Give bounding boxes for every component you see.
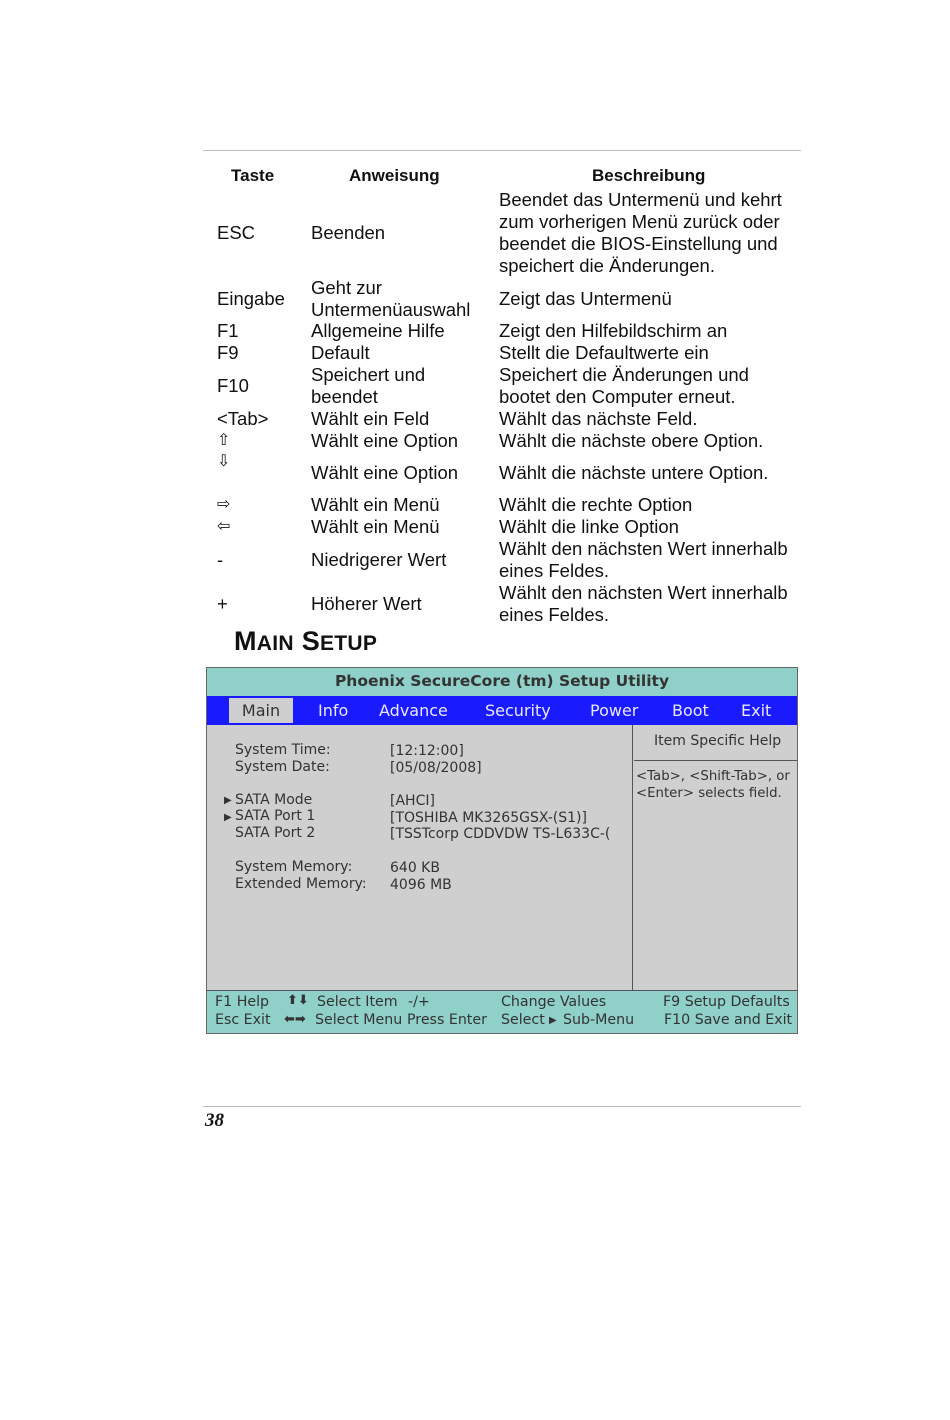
table-cell-instruction: Speichert und beendet [311,364,426,407]
setting-value-extended-memory: 4096 MB [390,877,452,893]
setting-label-system-memory: System Memory: [235,859,353,875]
setting-label-system-time[interactable]: System Time: [235,742,331,758]
footer-sub-menu: Sub-Menu [563,1012,635,1028]
bios-title: Phoenix SecureCore (tm) Setup Utility [207,668,797,696]
table-cell-key: F10 [217,375,249,396]
table-cell-description: Wählt die rechte Option [499,494,693,515]
footer-select-item: Select Item [317,994,398,1010]
table-cell-key: - [217,549,224,570]
table-cell-instruction: Wählt ein Menü [311,494,440,515]
footer-minus-plus: -/+ [408,994,430,1010]
submenu-arrow-icon: ▶ [224,795,232,806]
footer-press-enter: Press Enter [407,1012,487,1028]
help-text-line-1: <Tab>, <Shift-Tab>, or [636,769,790,784]
table-cell-instruction: Höherer Wert [311,593,422,614]
menu-tab-power[interactable]: Power [590,701,639,720]
table-cell-description: Zeigt den Hilfebildschirm an [499,320,728,341]
submenu-arrow-icon: ▶ [549,1015,557,1026]
right-arrow-icon: ⇨ [217,496,231,513]
table-cell-description: Wählt die nächste untere Option. [499,462,769,483]
up-arrow-icon: ⇧ [217,432,231,449]
table-cell-instruction: Wählt eine Option [311,430,459,451]
up-down-arrows-icon: ⬆⬇ [287,993,309,1008]
footer-select: Select [501,1012,545,1028]
table-cell-key: ESC [217,222,256,243]
footer-f9-defaults: F9 Setup Defaults [663,994,790,1010]
left-right-arrows-icon: ⬅➡ [284,1012,306,1027]
footer-esc-exit: Esc Exit [215,1012,271,1028]
table-cell-instruction: Default [311,342,370,363]
table-cell-key: F1 [217,320,239,341]
top-rule [203,150,801,151]
table-cell-description: Wählt die linke Option [499,516,679,537]
table-cell-description: Speichert die Änderungen und bootet den Computer erneut. [499,364,749,407]
header-description: Beschreibung [592,166,706,185]
footer-f10-save-exit: F10 Save and Exit [664,1012,793,1028]
setting-value-sata-port-2[interactable]: [TSSTcorp CDDVDW TS-L633C-( [390,826,611,842]
left-arrow-icon: ⇦ [217,518,231,535]
menu-tab-main[interactable]: Main [229,698,293,723]
table-cell-instruction: Beenden [311,222,386,243]
footer-change-values: Change Values [501,994,607,1010]
table-cell-description: Beendet das Untermenü und kehrt zum vorherigen Menü zurück oder beendet die BIOS-Einstellung und speichert die Änderungen. [499,189,782,276]
bottom-rule [203,1106,801,1107]
help-separator [634,760,797,761]
table-cell-key: + [217,593,228,614]
table-cell-description: Wählt den nächsten Wert innerhalb eines Feldes. [499,538,788,581]
table-cell-key: Eingabe [217,288,285,309]
menu-tab-exit[interactable]: Exit [741,701,772,720]
table-cell-instruction: Wählt eine Option [311,462,459,483]
setting-label-sata-port-1[interactable]: SATA Port 1 [235,808,316,824]
setting-value-system-date[interactable]: [05/08/2008] [390,760,482,776]
table-cell-instruction: Wählt ein Feld [311,408,430,429]
setting-value-sata-mode[interactable]: [AHCI] [390,793,435,809]
table-cell-instruction: Geht zur Untermenüauswahl [311,277,471,320]
help-title: Item Specific Help [654,733,782,749]
bios-footer [207,991,797,1033]
down-arrow-icon: ⇩ [217,453,231,470]
table-cell-key: <Tab> [217,408,269,429]
footer-f1-help: F1 Help [215,994,270,1010]
bios-menu-bar [207,696,797,725]
help-text-line-2: <Enter> selects field. [636,786,782,801]
menu-tab-info[interactable]: Info [318,701,349,720]
table-cell-instruction: Allgemeine Hilfe [311,320,445,341]
setting-label-system-date[interactable]: System Date: [235,759,330,775]
setting-label-sata-port-2[interactable]: SATA Port 2 [235,825,316,841]
menu-tab-boot[interactable]: Boot [672,701,709,720]
submenu-arrow-icon: ▶ [224,812,232,823]
menu-tab-security[interactable]: Security [485,701,551,720]
setting-label-sata-mode[interactable]: SATA Mode [235,792,313,808]
header-key: Taste [231,166,275,185]
setting-value-system-time[interactable]: [12:12:00] [390,743,464,759]
table-cell-description: Wählt die nächste obere Option. [499,430,764,451]
setting-label-extended-memory: Extended Memory: [235,876,367,892]
page-number: 38 [205,1110,224,1131]
table-cell-description: Wählt das nächste Feld. [499,408,698,429]
menu-tab-advance[interactable]: Advance [379,701,448,720]
table-cell-instruction: Wählt ein Menü [311,516,440,537]
bios-screenshot [206,667,798,1034]
table-cell-description: Stellt die Defaultwerte ein [499,342,709,363]
table-cell-key: F9 [217,342,239,363]
setting-value-sata-port-1[interactable]: [TOSHIBA MK3265GSX-(S1)] [390,810,587,826]
setting-value-system-memory: 640 KB [390,860,440,876]
table-cell-description: Zeigt das Untermenü [499,288,672,309]
table-cell-instruction: Niedrigerer Wert [311,549,447,570]
table-cell-description: Wählt den nächsten Wert innerhalb eines Feldes. [499,582,788,625]
footer-select-menu: Select Menu [315,1012,403,1028]
header-instruction: Anweisung [349,166,440,185]
panel-divider [632,725,633,990]
section-title: MAIN SETUP [234,626,378,656]
